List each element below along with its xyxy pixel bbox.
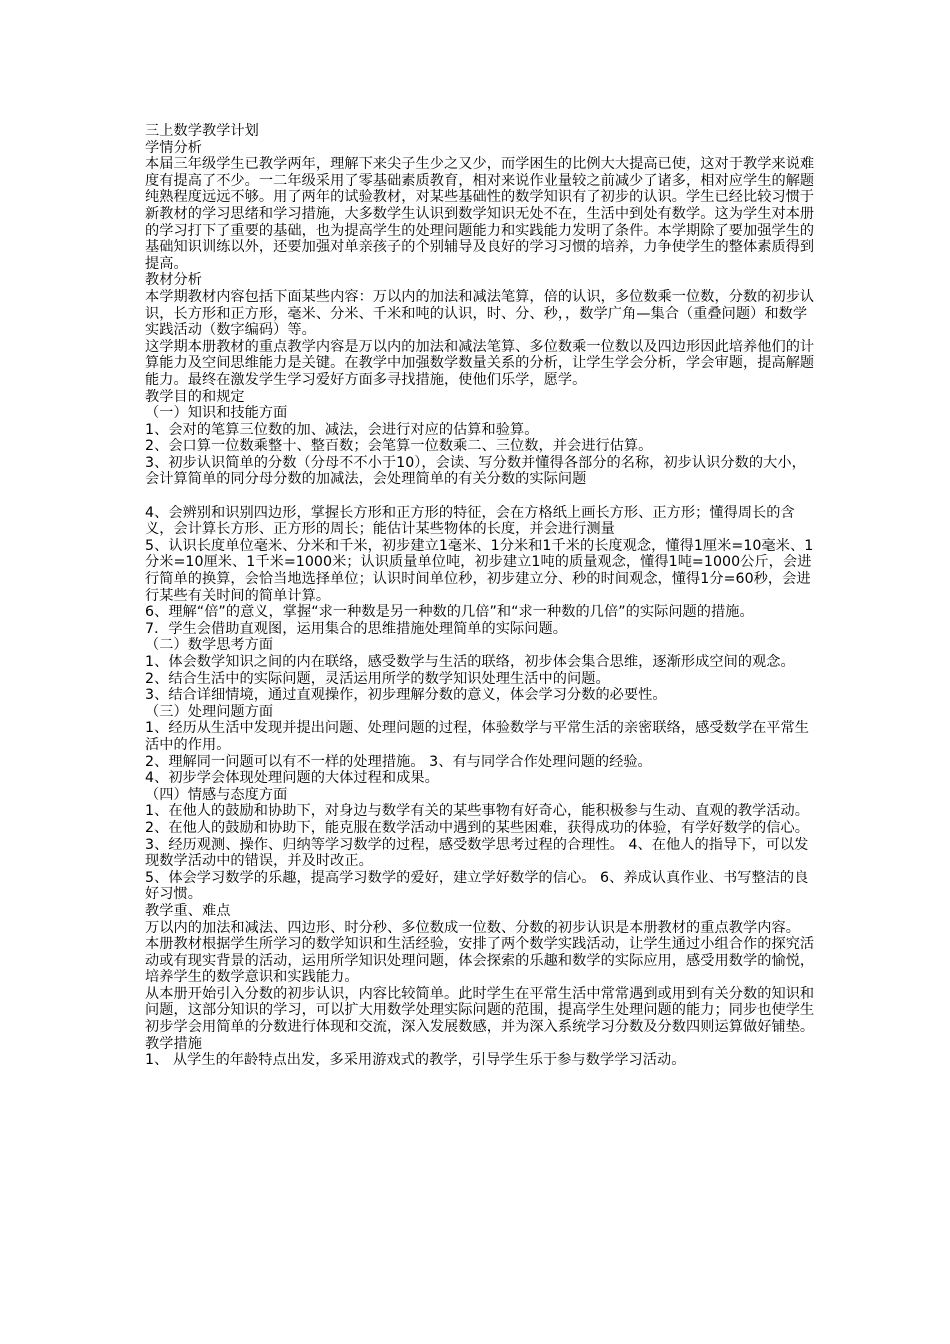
list-item: 6、理解“倍”的意义，掌握“求一种数是另一种数的几倍”和“求一种数的几倍”的实际问题的措施。	[145, 604, 754, 621]
document-title: 三上数学教学计划	[145, 123, 259, 139]
subsection-heading: （四）情感与态度方面	[145, 786, 288, 803]
subsection-heading: （二）数学思考方面	[145, 637, 274, 654]
paragraph: 本届三年级学生已教学两年，理解下来尖子生少之又少，而学困生的比例大大提高已使，这对于教学来说难度有提高了不少。一二年级采用了零基础素质教育，相对来说作业量较之前减少了诸多，相对应学生的解题纯熟程度远远不够。用了两年的试验教材，对某些基础性的数学知识有了初步的认识。学生已经比较习惯于新教材的学习思绪和学习措施，大多数学生认识到数学知识无处不在，生活中到处有数学。这为学生对本册的学习打下了重要的基础，也为提高学生的处理问题能力和实践能力发明了条件。本学期除了要加强学生的基础知识训练以外，还要加强对单亲孩子的个别辅导及良好的学习习惯的培养，力争使学生的整体素质得到提高。	[145, 156, 815, 272]
section-heading: 教学措施	[145, 1035, 202, 1052]
list-item: 1、经历从生活中发现并提出问题、处理问题的过程，体验数学与平常生活的亲密联络，感受数学在平常生活中的作用。	[145, 720, 810, 753]
paragraph: 从本册开始引入分数的初步认识，内容比较简单。此时学生在平常生活中常常遇到或用到有关分数的知识和问题，这部分知识的学习，可以扩大用数学处理实际问题的范围，提高学生处理问题的能力；同步也使学生初步学会用简单的分数进行体现和交流，深入发展数感，并为深入系统学习分数及分数四则运算做好铺垫。	[145, 985, 815, 1036]
section-heading: 教学目的和规定	[145, 388, 245, 405]
list-item: 4、会辨别和识别四边形，掌握长方形和正方形的特征，会在方格纸上画长方形、正方形；懂得周长的含义，会计算长方形、正方形的周长；能估计某些物体的长度，并会进行测量	[145, 504, 795, 538]
document-body	[145, 123, 815, 1069]
section-heading: 学情分析	[145, 139, 202, 156]
paragraph: 万以内的加法和减法、四边形、时分秒、多位数成一位数、分数的初步认识是本册教材的重点教学内容。	[145, 919, 800, 936]
list-item: 1、体会数学知识之间的内在联络，感受数学与生活的联络，初步体会集合思维，逐渐形成空间的观念。	[145, 654, 795, 670]
list-item: 4、初步学会体现处理问题的大体过程和成果。	[145, 770, 439, 787]
list-item: 1、在他人的鼓励和协助下，对身边与数学有关的某些事物有好奇心，能积极参与生动、直观的教学活动。	[145, 803, 810, 820]
subsection-heading: （三）处理问题方面	[145, 703, 274, 720]
list-item: 1、 从学生的年龄特点出发，多采用游戏式的教学，引导学生乐于参与数学学习活动。	[145, 1052, 686, 1069]
paragraph: 本学期教材内容包括下面某些内容：万以内的加法和减法笔算，倍的认识，多位数乘一位数，分数的初步认识，长方形和正方形，毫米、分米、千米和吨的认识，时、分、秒，，数学广角—集合（重叠问题）和数学实践活动（数字编码）等。	[145, 288, 815, 339]
subsection-heading: （一）知识和技能方面	[145, 405, 288, 422]
section-heading: 教材分析	[145, 272, 202, 289]
list-item: 2、会口算一位数乘整十、整百数；会笔算一位数乘二、三位数，并会进行估算。	[145, 438, 653, 455]
list-item: 3、经历观测、操作、归纳等学习数学的过程，感受数学思考过程的合理性。 4、在他人的指导下，可以发现数学活动中的错误，并及时改正。	[145, 836, 809, 870]
list-item: 2、结合生活中的实际问题，灵活运用所学的数学知识处理生活中的问题。	[145, 670, 610, 687]
section-heading: 教学重、难点	[145, 902, 231, 919]
list-item: 2、理解同一问题可以有不一样的处理措施。 3、有与同学合作处理问题的经验。	[145, 753, 652, 770]
list-item: 2、在他人的鼓励和协助下，能克服在数学活动中遇到的某些困难，获得成功的体验，有学好数学的信心。	[145, 819, 810, 836]
list-item: 5、体会学习数学的乐趣，提高学习数学的爱好，建立学好数学的信心。 6、养成认真作业、书写整洁的良好习惯。	[145, 869, 809, 903]
list-item: 5、认识长度单位毫米、分米和千米，初步建立1毫米、1分米和1千米的长度观念，懂得1厘米=10毫米、1分米=10厘米、1千米=1000米；认识质量单位吨，初步建立1吨的质量观念，懂得1吨=1000公斤，会进行简单的换算，会恰当地选择单位；认识时间单位秒，初步建立分、秒的时间观念，懂得1分=60秒，会进行某些有关时间的简单计算。	[145, 537, 814, 604]
list-item: 1、会对的笔算三位数的加、减法，会进行对应的估算和验算。	[145, 421, 539, 438]
list-item: 3、结合详细情境，通过直观操作，初步理解分数的意义，体会学习分数的必要性。	[145, 687, 667, 704]
list-item: 3、初步认识简单的分数（分母不不小于10），会读、写分数并懂得各部分的名称，初步认识分数的大小，会计算简单的同分母分数的加减法，会处理简单的有关分数的实际问题	[145, 454, 806, 488]
paragraph: 这学期本册教材的重点教学内容是万以内的加法和减法笔算、多位数乘一位数以及四边形因此培养他们的计算能力及空间思维能力是关键。在教学中加强数学数量关系的分析，让学生学会分析，学会审题，提高解题能力。最终在激发学生学习爱好方面多寻找措施，使他们乐学，愿学。	[145, 338, 815, 388]
paragraph: 本册教材根据学生所学习的数学知识和生活经验，安排了两个数学实践活动，让学生通过小组合作的探究活动或有现实背景的活动，运用所学知识处理问题，体会探索的乐趣和数学的实际应用，感受用数学的愉悦，培养学生的数学意识和实践能力。	[145, 936, 815, 986]
blank-line	[145, 488, 815, 505]
list-item: 7．学生会借助直观图，运用集合的思维措施处理简单的实际问题。	[145, 620, 567, 637]
